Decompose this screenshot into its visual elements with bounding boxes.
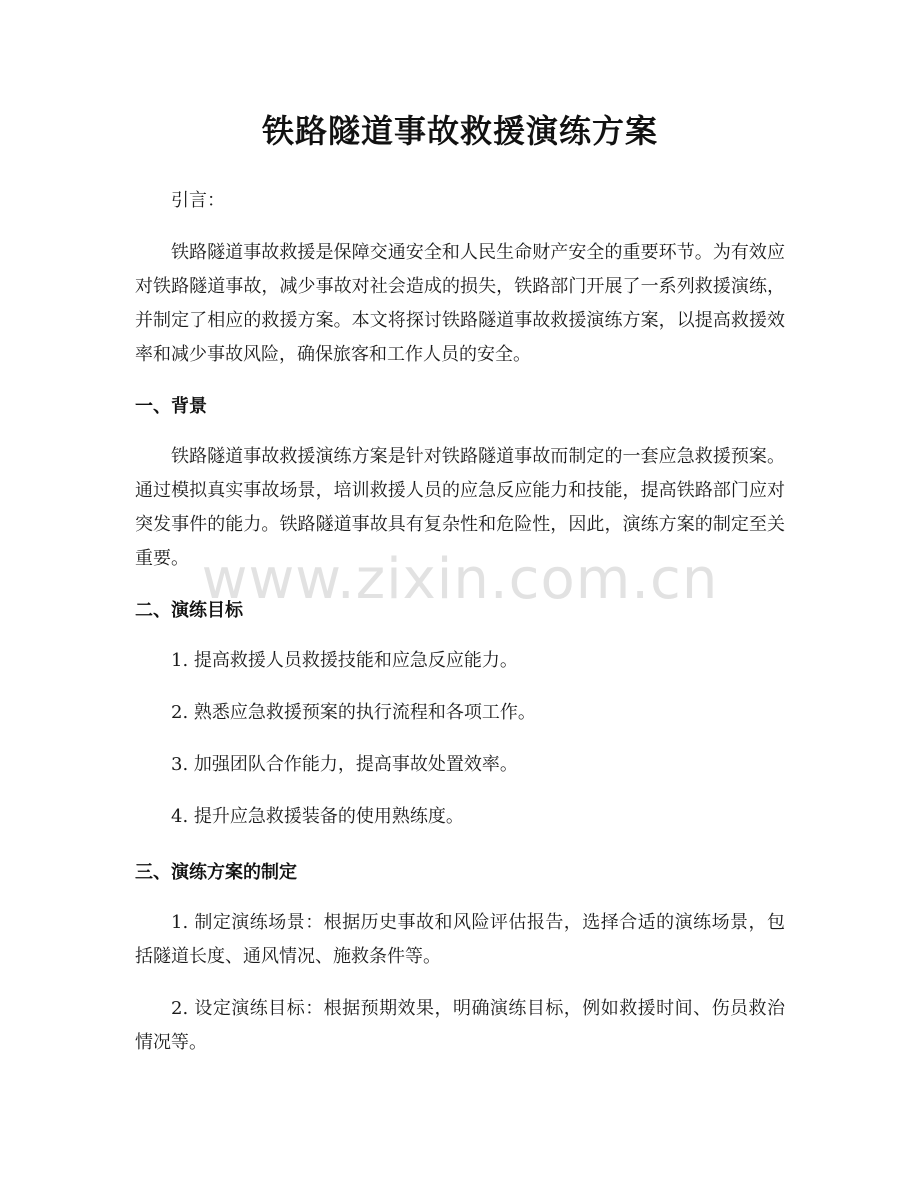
list-item: 3. 加强团队合作能力，提高事故处置效率。 [171, 754, 518, 775]
list-item: 1. 提高救援人员救援技能和应急反应能力。 [171, 650, 518, 671]
section-heading-plan: 三、演练方案的制定 [135, 862, 297, 883]
document-content [135, 184, 785, 1084]
plan-list [135, 906, 785, 1060]
list-item: 1. 制定演练场景：根据历史事故和风险评估报告，选择合适的演练场景，包括隧道长度、通风情况、施救条件等。 [135, 912, 785, 967]
document-title: 铁路隧道事故救援演练方案 [261, 112, 658, 150]
intro-label: 引言： [171, 190, 225, 211]
background-paragraph: 铁路隧道事故救援演练方案是针对铁路隧道事故而制定的一套应急救援预案。通过模拟真实事故场景，培训救援人员的应急反应能力和技能，提高铁路部门应对突发事件的能力。铁路隧道事故具有复杂性和危险性，因此，演练方案的制定至关重要。 [135, 446, 785, 569]
list-item: 4. 提升应急救援装备的使用熟练度。 [171, 806, 464, 827]
section-heading-background: 一、背景 [135, 396, 207, 417]
list-item: 2. 设定演练目标：根据预期效果，明确演练目标，例如救援时间、伤员救治情况等。 [135, 998, 785, 1053]
goals-list [135, 644, 785, 834]
section-heading-goals: 二、演练目标 [135, 600, 243, 621]
intro-paragraph: 铁路隧道事故救援是保障交通安全和人民生命财产安全的重要环节。为有效应对铁路隧道事故，减少事故对社会造成的损失，铁路部门开展了一系列救援演练，并制定了相应的救援方案。本文将探讨铁路隧道事故救援演练方案，以提高救援效率和减少事故风险，确保旅客和工作人员的安全。 [135, 242, 785, 365]
list-item: 2. 熟悉应急救援预案的执行流程和各项工作。 [171, 702, 536, 723]
watermark: www.zixin.com.cn [201, 547, 719, 612]
